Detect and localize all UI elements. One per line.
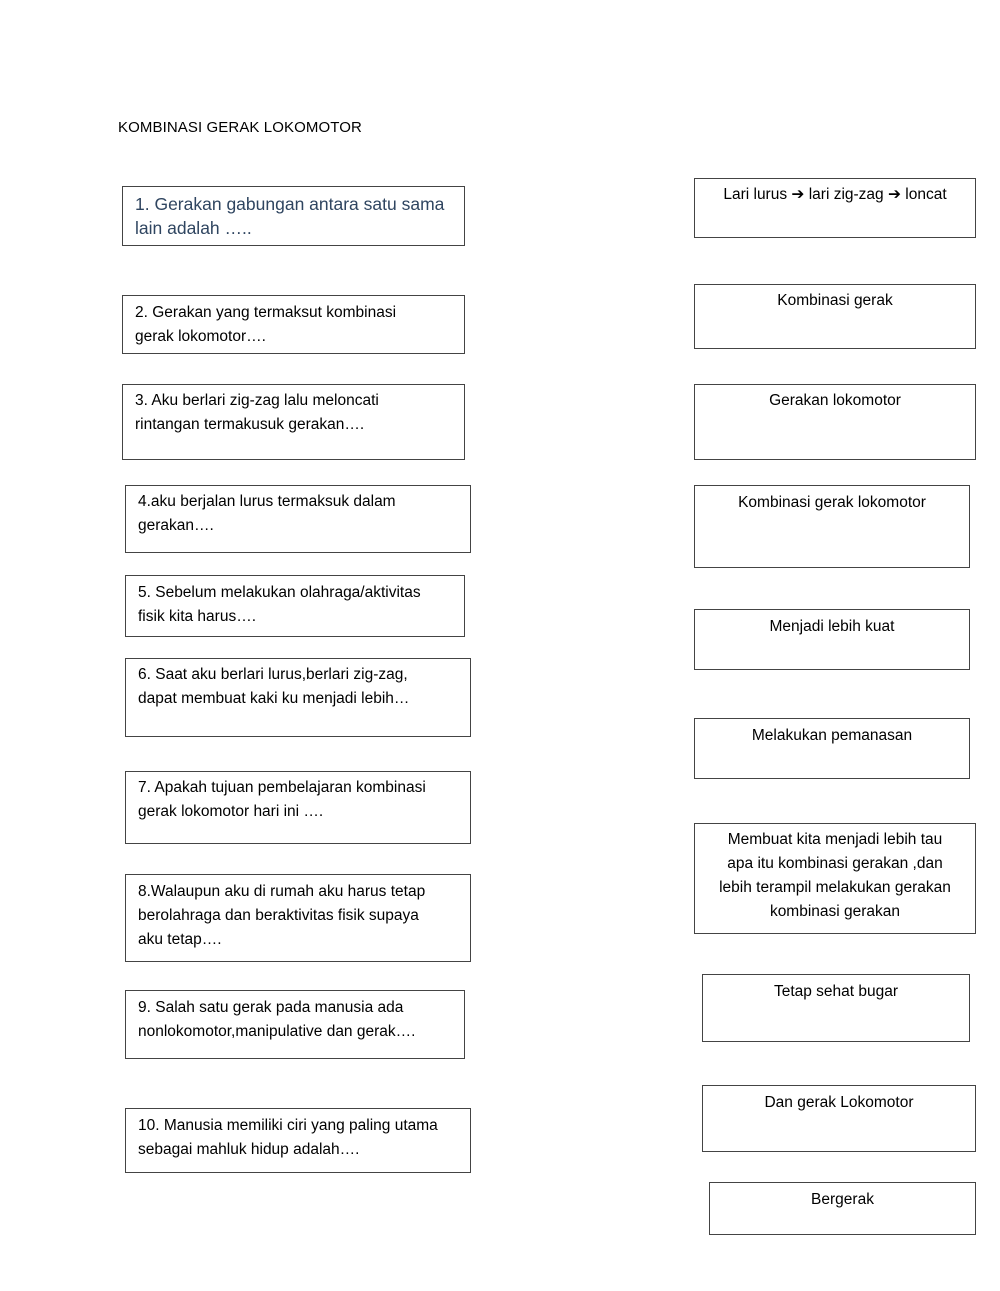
question-4-line-2: gerakan…. [138, 517, 214, 534]
answer-8-text: Tetap sehat bugar [773, 983, 899, 1000]
question-3-line-2: rintangan termakusuk gerakan…. [135, 416, 365, 433]
answer-7-line-2: apa itu kombinasi gerakan ,dan [727, 855, 943, 872]
arrow-right-icon: ➔ [887, 186, 901, 203]
answer-box-7[interactable] [694, 823, 976, 934]
question-box-8[interactable] [125, 874, 471, 962]
answer-box-6[interactable] [694, 718, 970, 779]
question-9-line-1: 9. Salah satu gerak pada manusia ada [138, 999, 404, 1016]
answer-box-10[interactable] [709, 1182, 976, 1235]
question-box-6[interactable] [125, 658, 471, 737]
question-8-line-1: 8.Walaupun aku di rumah aku harus tetap [138, 883, 426, 900]
answer-2-text: Kombinasi gerak [777, 292, 893, 309]
answer-1-part-1: Lari lurus [723, 186, 792, 203]
question-7-line-2: gerak lokomotor hari ini …. [138, 803, 324, 820]
question-box-1[interactable] [122, 186, 465, 246]
question-5-line-2: fisik kita harus…. [138, 608, 257, 625]
question-6-line-1: 6. Saat aku berlari lurus,berlari zig-zag, [138, 666, 408, 683]
question-2-line-1: 2. Gerakan yang termaksut kombinasi [135, 304, 397, 321]
answer-box-3[interactable] [694, 384, 976, 460]
question-10-line-1: 10. Manusia memiliki ciri yang paling utama [138, 1117, 438, 1134]
question-box-7[interactable] [125, 771, 471, 844]
question-4-line-1: 4.aku berjalan lurus termaksuk dalam [138, 493, 396, 510]
question-9-line-2: nonlokomotor,manipulative dan gerak…. [138, 1023, 416, 1040]
question-10-line-2: sebagai mahluk hidup adalah…. [138, 1141, 360, 1158]
answer-box-9[interactable] [702, 1085, 976, 1152]
answer-box-1[interactable] [694, 178, 976, 238]
question-1-line-1: 1. Gerakan gabungan antara satu sama [135, 194, 445, 214]
answer-box-2[interactable] [694, 284, 976, 349]
worksheet-title: KOMBINASI GERAK LOKOMOTOR [118, 119, 362, 136]
answer-7-line-4: kombinasi gerakan [769, 903, 901, 920]
question-5-line-1: 5. Sebelum melakukan olahraga/aktivitas [138, 584, 421, 601]
question-box-9[interactable] [125, 990, 465, 1059]
answer-4-text: Kombinasi gerak lokomotor [738, 494, 926, 511]
answer-7-line-1: Membuat kita menjadi lebih tau [727, 831, 943, 848]
answer-box-4[interactable] [694, 485, 970, 568]
question-box-10[interactable] [125, 1108, 471, 1173]
question-box-5[interactable] [125, 575, 465, 637]
answer-1-text [703, 183, 967, 207]
answer-box-8[interactable] [702, 974, 970, 1042]
question-8-line-3: aku tetap…. [138, 931, 222, 948]
answer-1-part-2: lari zig-zag [804, 186, 888, 203]
answer-9-text: Dan gerak Lokomotor [764, 1094, 914, 1111]
answer-1-part-3: loncat [900, 186, 947, 203]
question-7-line-1: 7. Apakah tujuan pembelajaran kombinasi [138, 779, 426, 796]
question-box-4[interactable] [125, 485, 471, 553]
question-2-line-2: gerak lokomotor…. [135, 328, 266, 345]
answer-5-text: Menjadi lebih kuat [769, 618, 895, 635]
question-box-2[interactable] [122, 295, 465, 354]
answer-6-text: Melakukan pemanasan [751, 727, 913, 744]
answer-7-line-3: lebih terampil melakukan gerakan [719, 879, 951, 896]
question-box-3[interactable] [122, 384, 465, 460]
answer-10-text: Bergerak [811, 1191, 874, 1208]
answer-3-text: Gerakan lokomotor [769, 392, 901, 409]
answer-box-5[interactable] [694, 609, 970, 670]
question-6-line-2: dapat membuat kaki ku menjadi lebih… [138, 690, 410, 707]
arrow-right-icon: ➔ [791, 186, 805, 203]
question-8-line-2: berolahraga dan beraktivitas fisik supaya [138, 907, 419, 924]
question-3-line-1: 3. Aku berlari zig-zag lalu meloncati [135, 392, 379, 409]
question-1-line-2: lain adalah ….. [135, 218, 252, 238]
